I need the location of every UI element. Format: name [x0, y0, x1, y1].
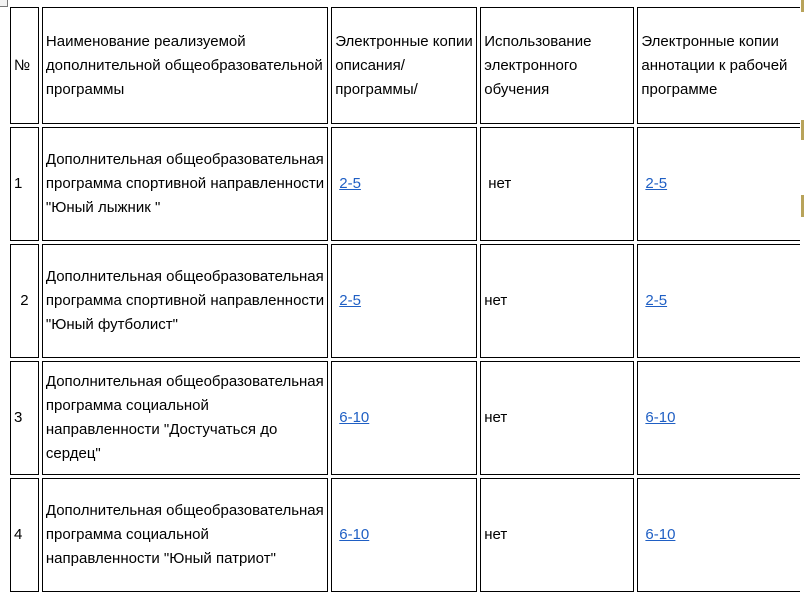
table-header-row: [10, 7, 803, 124]
annotation-link[interactable]: 2-5: [645, 175, 668, 192]
row-program-name: Дополнительная общеобразовательная программа спортивной направленности "Юный футболист": [42, 244, 328, 358]
row-copies-cell: [331, 478, 477, 592]
row-elearning-cell: нет: [480, 478, 634, 592]
header-num: №: [10, 7, 39, 124]
row-annotation-cell: [637, 244, 803, 358]
row-program-name: Дополнительная общеобразовательная программа спортивной направленности "Юный лыжник ": [42, 127, 328, 241]
table-row: [10, 127, 803, 241]
row-copies-cell: [331, 361, 477, 475]
table-row: [10, 244, 803, 358]
edge-accent: [801, 0, 804, 12]
annotation-link[interactable]: 6-10: [645, 409, 676, 426]
header-program-name: Наименование реализуемой дополнительной общеобразовательной программы: [42, 7, 328, 124]
annotation-link[interactable]: 2-5: [645, 292, 668, 309]
row-annotation-cell: [637, 361, 803, 475]
row-num: 3: [10, 361, 39, 475]
row-elearning-cell: нет: [480, 244, 634, 358]
table-row: [10, 478, 803, 592]
row-num: 2: [10, 244, 39, 358]
header-annotation-copies: Электронные копии аннотации к рабочей программе: [637, 7, 803, 124]
row-num: 4: [10, 478, 39, 592]
row-copies-cell: [331, 244, 477, 358]
copies-link[interactable]: 2-5: [339, 292, 361, 309]
row-copies-cell: [331, 127, 477, 241]
header-electronic-copies: Электронные копии описания/ программы/: [331, 7, 477, 124]
row-elearning-cell: нет: [480, 127, 634, 241]
copies-link[interactable]: 2-5: [339, 175, 361, 192]
programs-table: [7, 4, 806, 595]
row-annotation-cell: [637, 127, 803, 241]
copies-link[interactable]: 6-10: [339, 409, 370, 426]
header-elearning: Использование электронного обучения: [480, 7, 634, 124]
annotation-link[interactable]: 6-10: [645, 526, 676, 543]
row-annotation-cell: [637, 478, 803, 592]
page-right-edge: [800, 0, 806, 592]
row-program-name: Дополнительная общеобразовательная программа социальной направленности "Юный патриот": [42, 478, 328, 592]
row-num: 1: [10, 127, 39, 241]
copies-link[interactable]: 6-10: [339, 526, 370, 543]
table-row: [10, 361, 803, 475]
row-elearning-cell: нет: [480, 361, 634, 475]
edge-accent: [801, 120, 804, 140]
row-program-name: Дополнительная общеобразовательная программа социальной направленности "Достучаться до сердец": [42, 361, 328, 475]
edge-accent: [801, 195, 804, 217]
